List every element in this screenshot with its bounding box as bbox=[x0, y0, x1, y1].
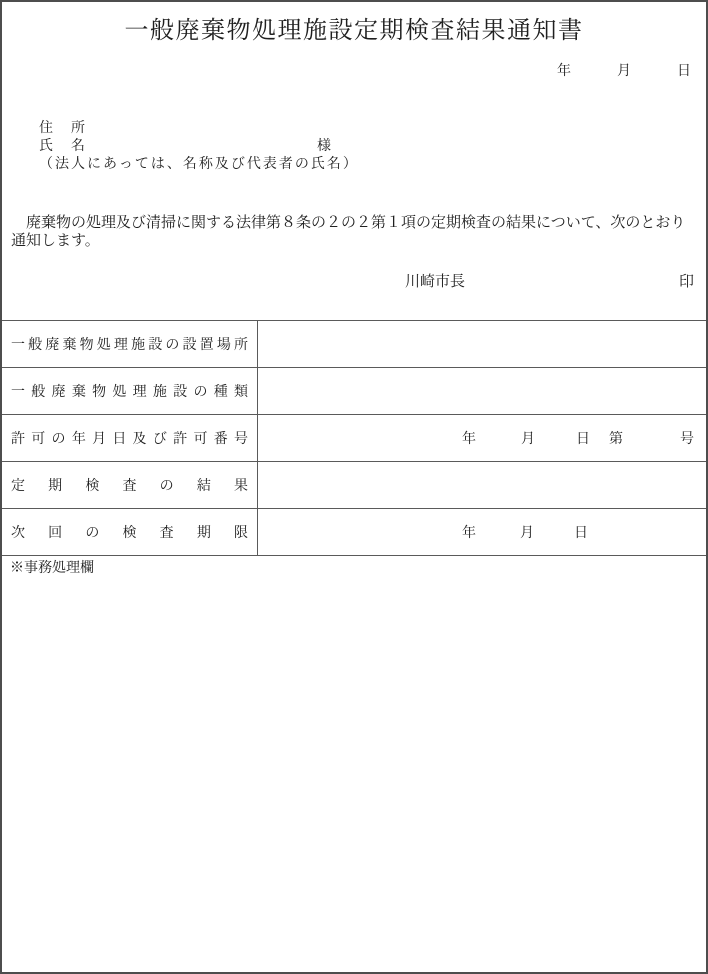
next-inspection-deadline-value bbox=[258, 509, 706, 555]
recipient-name-label: 氏 名 bbox=[39, 139, 87, 154]
next-inspection-month-label: 月 bbox=[520, 526, 534, 541]
recipient-address-row bbox=[39, 120, 706, 138]
recipient-block bbox=[39, 120, 706, 174]
issue-date-line bbox=[2, 62, 706, 82]
row-label-cell bbox=[2, 509, 258, 555]
recipient-address-label: 住 所 bbox=[39, 121, 87, 136]
issue-date-year-label: 年 bbox=[557, 64, 571, 79]
row-label-cell bbox=[2, 321, 258, 367]
inspection-result-value bbox=[258, 462, 706, 508]
permit-year-label: 年 bbox=[462, 432, 476, 447]
next-inspection-day-label: 日 bbox=[574, 526, 588, 541]
signer-name: 川崎市長 bbox=[405, 274, 466, 290]
table-row-facility-location bbox=[2, 321, 706, 368]
issue-date-month-label: 月 bbox=[617, 64, 631, 79]
permit-date-number-value bbox=[258, 415, 706, 461]
table-row-permit-date-number bbox=[2, 415, 706, 462]
admin-processing-label: ※事務処理欄 bbox=[10, 561, 94, 576]
table-row-inspection-result bbox=[2, 462, 706, 509]
seal-placeholder: 印 bbox=[679, 274, 695, 290]
recipient-honorific: 様 bbox=[317, 139, 331, 154]
issue-date-day-label: 日 bbox=[677, 64, 691, 79]
facility-location-label: 一般廃棄物処理施設の設置場所 bbox=[11, 338, 248, 353]
table-row-facility-type bbox=[2, 368, 706, 415]
page-title: 一般廃棄物処理施設定期検査結果通知書 bbox=[124, 18, 584, 44]
recipient-corporate-note: （法人にあっては、名称及び代表者の氏名） bbox=[39, 157, 359, 172]
row-label-cell bbox=[2, 415, 258, 461]
inspection-result-label: 定期検査の結果 bbox=[11, 479, 248, 494]
permit-number-prefix-label: 第 bbox=[609, 432, 623, 447]
row-label-cell bbox=[2, 368, 258, 414]
row-label-cell bbox=[2, 462, 258, 508]
notification-body-text: 廃棄物の処理及び清掃に関する法律第８条の２の２第１項の定期検査の結果について、次のとおり通知します。 bbox=[11, 215, 686, 249]
next-inspection-year-label: 年 bbox=[462, 526, 476, 541]
permit-number-suffix-label: 号 bbox=[680, 432, 694, 447]
admin-processing-section bbox=[2, 556, 706, 972]
permit-month-label: 月 bbox=[521, 432, 535, 447]
next-inspection-deadline-label: 次回の検査期限 bbox=[11, 526, 248, 541]
inspection-result-table bbox=[2, 320, 706, 556]
recipient-name-row bbox=[39, 138, 706, 156]
facility-type-label: 一般廃棄物処理施設の種類 bbox=[11, 385, 248, 400]
permit-date-number-label: 許可の年月日及び許可番号 bbox=[11, 432, 248, 447]
facility-type-value bbox=[258, 368, 706, 414]
facility-location-value bbox=[258, 321, 706, 367]
table-row-next-inspection-deadline bbox=[2, 509, 706, 556]
signer-line bbox=[2, 272, 706, 292]
permit-day-label: 日 bbox=[576, 432, 590, 447]
